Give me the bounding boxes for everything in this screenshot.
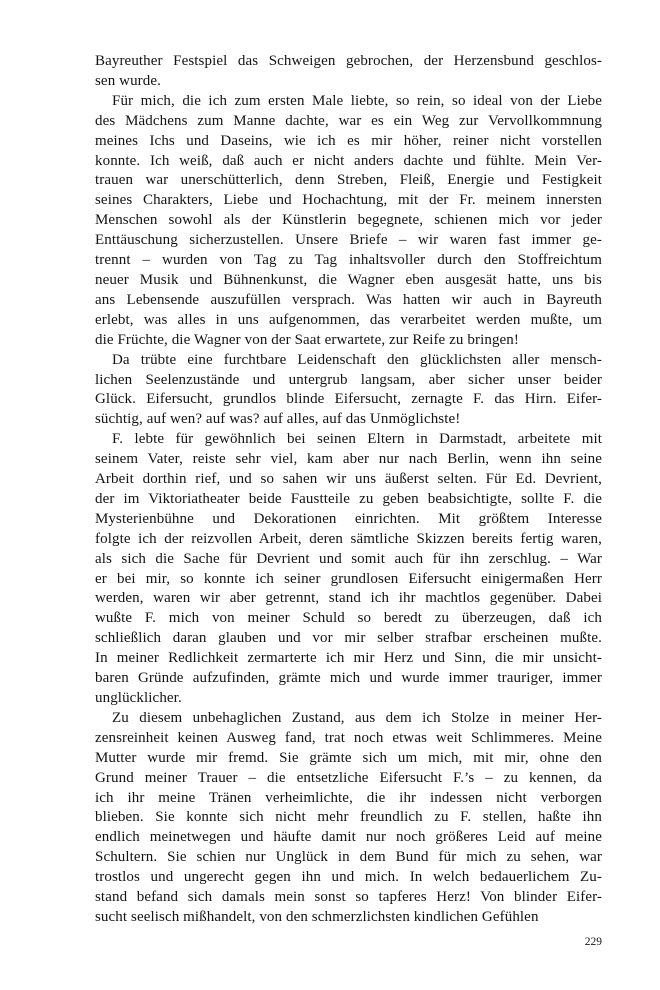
text-line: sucht seelisch mißhandelt, von den schmerzlichsten kindlichen Gefühlen bbox=[95, 908, 539, 925]
text-line: konnte. Ich weiß, daß auch er nicht anders dachte und fühlte. Mein Ver- bbox=[95, 152, 602, 169]
text-line: werden, waren wir aber getrennt, stand ich ihr machtlos gegenüber. Dabei bbox=[95, 590, 602, 607]
text-line: seinem Vater, reiste sehr viel, kam aber nur nach Berlin, wenn ihn seine bbox=[95, 451, 602, 468]
text-line: süchtig, auf wen? auf was? auf alles, auf das Unmöglichste! bbox=[95, 411, 461, 428]
text-line: endlich meinetwegen und häufte damit nur noch größeres Leid auf meine bbox=[95, 829, 602, 846]
text-line: sen wurde. bbox=[95, 72, 161, 89]
text-line: als sich die Sache für Devrient und somit auch für ihn zerschlug. – War bbox=[95, 550, 602, 567]
text-line: trostlos und ungerecht gegen ihn und mich. In welch bedauerlichem Zu- bbox=[95, 869, 602, 886]
paragraph bbox=[95, 709, 602, 928]
paragraph bbox=[95, 351, 602, 431]
text-line: seines Charakters, Liebe und Hochachtung, mit der Fr. meinem innersten bbox=[95, 192, 602, 209]
text-line: Glück. Eifersucht, grundlos blinde Eifersucht, zernagte F. das Hirn. Eifer- bbox=[95, 391, 602, 408]
text-line: Mutter wurde mir fremd. Sie grämte sich um mich, mit mir, ohne den bbox=[95, 749, 602, 766]
text-line: Bayreuther Festspiel das Schweigen gebrochen, der Herzensbund geschlos- bbox=[95, 53, 602, 69]
text-line: trauen war unerschütterlich, denn Streben, Fleiß, Energie und Festigkeit bbox=[95, 172, 602, 189]
page-number: 229 bbox=[584, 936, 602, 948]
text-line: die Früchte, die Wagner von der Saat erwartete, zur Reife zu bringen! bbox=[95, 331, 519, 348]
text-line: lichen Seelenzustände und untergrub langsam, aber sicher unser beider bbox=[95, 371, 602, 388]
text-line: Arbeit dorthin rief, und so sahen wir uns äußerst selten. Für Ed. Devrient, bbox=[95, 471, 602, 488]
text-line: erlebt, was alles in uns aufgenommen, das verarbeitet werden mußte, um bbox=[95, 311, 602, 328]
text-line: stand befand sich damals mein sonst so tapferes Herz! Von blinder Eifer- bbox=[95, 889, 602, 906]
text-line: wußte F. mich von meiner Schuld so beredt zu überzeugen, daß ich bbox=[95, 610, 602, 627]
text-line: Zu diesem unbehaglichen Zustand, aus dem ich Stolze in meiner Her- bbox=[112, 709, 602, 726]
text-line: Schultern. Sie schien nur Unglück in dem Bund für mich zu sehen, war bbox=[95, 849, 602, 866]
text-line: meines Ichs und Daseins, wie ich es mir höher, reiner nicht vorstellen bbox=[95, 132, 602, 149]
text-line: ich ihr meine Tränen verheimlichte, die ihr indessen nicht verborgen bbox=[95, 789, 602, 806]
text-line: folgte ich der reizvollen Arbeit, deren sämtliche Skizzen bereits fertig waren, bbox=[95, 530, 602, 547]
text-line: schließlich daran glauben und vor mir selber strafbar erscheinen mußte. bbox=[95, 630, 602, 647]
text-line: er bei mir, so konnte ich seiner grundlosen Eifersucht einigermaßen Herr bbox=[95, 570, 602, 587]
paragraph bbox=[95, 430, 602, 709]
paragraph bbox=[95, 92, 602, 351]
text-line: F. lebte für gewöhnlich bei seinen Eltern in Darmstadt, arbeitete mit bbox=[112, 431, 602, 448]
text-line: zensreinheit keinen Ausweg fand, trat noch etwas weit Schlimmeres. Meine bbox=[95, 729, 602, 746]
text-line: Da trübte eine furchtbare Leidenschaft den glücklichsten aller mensch- bbox=[112, 351, 602, 368]
text-line: blieben. Sie konnte sich nicht mehr freundlich zu F. stellen, haßte ihn bbox=[95, 809, 602, 826]
text-line: Grund meiner Trauer – die entsetzliche Eifersucht F.’s – zu kennen, da bbox=[95, 769, 602, 786]
text-line: Mysterienbühne und Dekorationen einrichten. Mit größtem Interesse bbox=[95, 510, 602, 527]
text-line: In meiner Redlichkeit zermarterte ich mir Herz und Sinn, die mir unsicht- bbox=[95, 650, 602, 667]
text-line: unglücklicher. bbox=[95, 690, 182, 706]
text-line: trennt – wurden von Tag zu Tag inhaltsvoller durch den Stoffreichtum bbox=[95, 252, 602, 269]
text-line: baren Gründe aufzufinden, grämte mich und wurde immer trauriger, immer bbox=[95, 670, 602, 687]
text-block bbox=[95, 52, 602, 928]
text-line: ans Lebensende auszufüllen versprach. Was hatten wir auch in Bayreuth bbox=[95, 291, 602, 308]
text-line: der im Viktoriatheater beide Faustteile zu geben beabsichtigte, sollte F. die bbox=[95, 490, 602, 507]
text-line: Enttäuschung sicherzustellen. Unsere Briefe – wir waren fast immer ge- bbox=[95, 232, 602, 249]
text-line: neuer Musik und Bühnenkunst, die Wagner eben ausgesät hatte, uns bis bbox=[95, 271, 602, 288]
text-line: Für mich, die ich zum ersten Male liebte, so rein, so ideal von der Liebe bbox=[112, 92, 602, 109]
text-line: des Mädchens zum Manne dachte, war es ein Weg zur Vervollkommnung bbox=[95, 112, 602, 129]
text-line: Menschen sowohl als der Künstlerin begegnete, schienen mich vor jeder bbox=[95, 212, 602, 229]
paragraph bbox=[95, 52, 602, 92]
